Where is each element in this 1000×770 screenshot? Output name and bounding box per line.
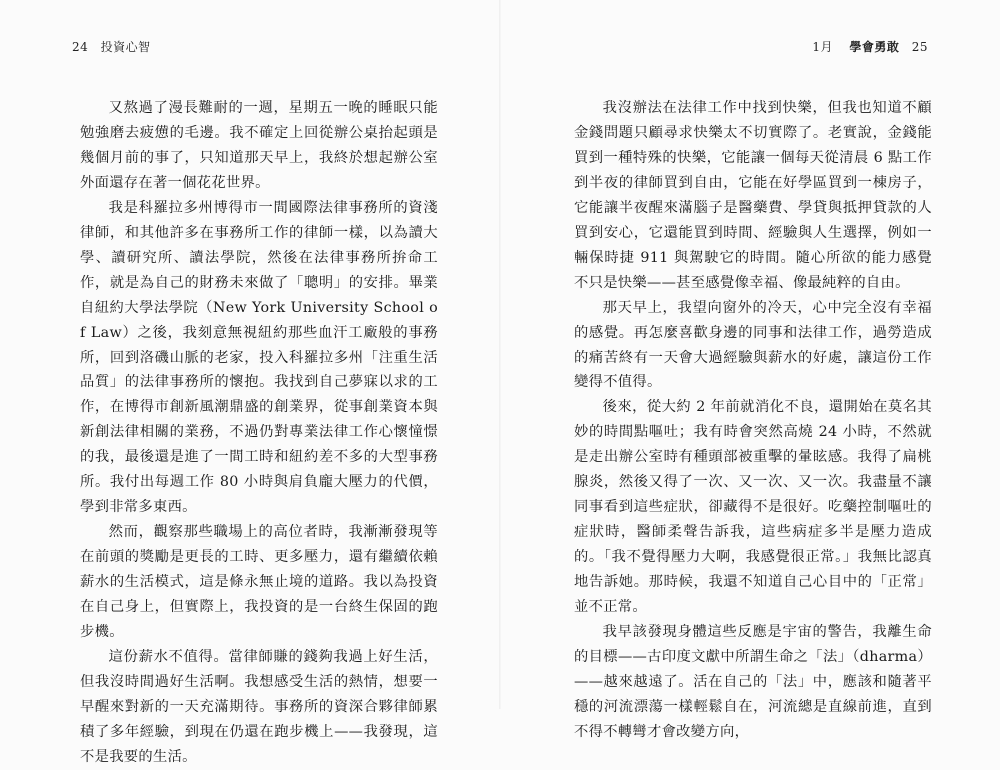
paragraph: 又熬過了漫長難耐的一週，星期五一晚的睡眠只能勉強磨去疲憊的毛邊。我不確定上回從辦公桌抬起頭是幾個月前的事了，只知道那天早上，我終於想起辦公室外面還存在著一個花花世界。: [80, 100, 438, 191]
left-page: [0, 0, 500, 765]
paragraph: 我沒辦法在法律工作中找到快樂，但我也知道不顧金錢問題只顧尋求快樂太不切實際了。老實說，金錢能買到一種特殊的快樂，它能讓一個每天從清晨 6 點工作到半夜的律師買到自由，它能在好學區買到一棟房子，它能讓半夜醒來滿腦子是醫藥費、學貸與抵押貸款的人買到安心，它還能買到時間、經驗與人生選擇，例如一輛保時捷 911 與駕駛它的時間。隨心所欲的能力感覺不只是快樂——甚至感覺像幸福、像最純粹的自由。: [574, 100, 932, 291]
right-page-number: 25: [911, 40, 928, 54]
paragraph: 後來，從大約 2 年前就消化不良，還開始在莫名其妙的時間點嘔吐；我有時會突然高燒 24 小時，不然就是走出辦公室時有種頭部被重擊的暈眩感。我得了扁桃腺炎，然後又得了一次、又一次、又一次。我盡量不讓同事看到這些症狀，卻藏得不是很好。吃藥控制嘔吐的症狀時，醫師柔聲告訴我，這些病症多半是壓力造成的。「我不覺得壓力大啊，我感覺很正常。」我無比認真地告訴她。那時候，我還不知道自己心目中的「正常」並不正常。: [574, 399, 932, 616]
paragraph: 然而，觀察那些職場上的高位者時，我漸漸發現等在前頭的獎勵是更長的工時、更多壓力，還有繼續依賴薪水的生活模式，這是條永無止境的道路。我以為投資在自己身上，但實際上，我投資的是一台終生保固的跑步機。: [80, 524, 438, 641]
paragraph: 那天早上，我望向窗外的冷天，心中完全沒有幸福的感覺。再怎麼喜歡身邊的同事和法律工作，過勞造成的痛苦終有一天會大過經驗與薪水的好處，讓這份工作變得不值得。: [574, 299, 932, 391]
paragraph: 這份薪水不值得。當律師賺的錢夠我過上好生活，但我沒時間過好生活啊。我想感受生活的熱情，想要一早醒來對新的一天充滿期待。事務所的資深合夥律師累積了多年經驗，到現在仍還在跑步機上——我發現，這不是我要的生活。: [80, 648, 438, 765]
left-page-body: [80, 96, 438, 770]
left-page-header: [64, 37, 163, 57]
month-label: 1月: [812, 40, 834, 54]
right-page-body: [574, 96, 932, 745]
paragraph: 我是科羅拉多州博得市一間國際法律事務所的資淺律師，和其他許多在事務所工作的律師一樣，以為讀大學、讀研究所、讀法學院，然後在法律事務所拚命工作，就是為自己的財務未來做了「聰明」的安排。畢業自紐約大學法學院（New York University School of Law）之後，我刻意無視紐約那些血汗工廠般的事務所，回到洛磯山脈的老家，投入科羅拉多州「注重生活品質」的法律事務所的懷抱。我找到自己夢寐以求的工作，在博得市創新風潮鼎盛的創業界，從事創業資本與新創法律相關的業務，不過仍對專業法律工作心懷憧憬的我，最後還是進了一間工時和紐約差不多的大型事務所。我付出每週工作 80 小時與肩負龐大壓力的代價，學到非常多東西。: [80, 199, 438, 516]
paragraph: 我早該發現身體這些反應是宇宙的警告，我離生命的目標——古印度文獻中所謂生命之「法」（dharma）——越來越遠了。活在自己的「法」中，應該和隨著平穩的河流漂蕩一樣輕鬆自在，河流總是直線前進，直到不得不轉彎才會改變方向，: [574, 624, 932, 740]
left-page-number: 24: [72, 40, 89, 54]
chapter-title: 學會勇敢: [849, 40, 900, 54]
right-page: [500, 0, 1000, 740]
left-running-title: 投資心智: [100, 40, 151, 54]
right-page-header: [812, 37, 936, 57]
